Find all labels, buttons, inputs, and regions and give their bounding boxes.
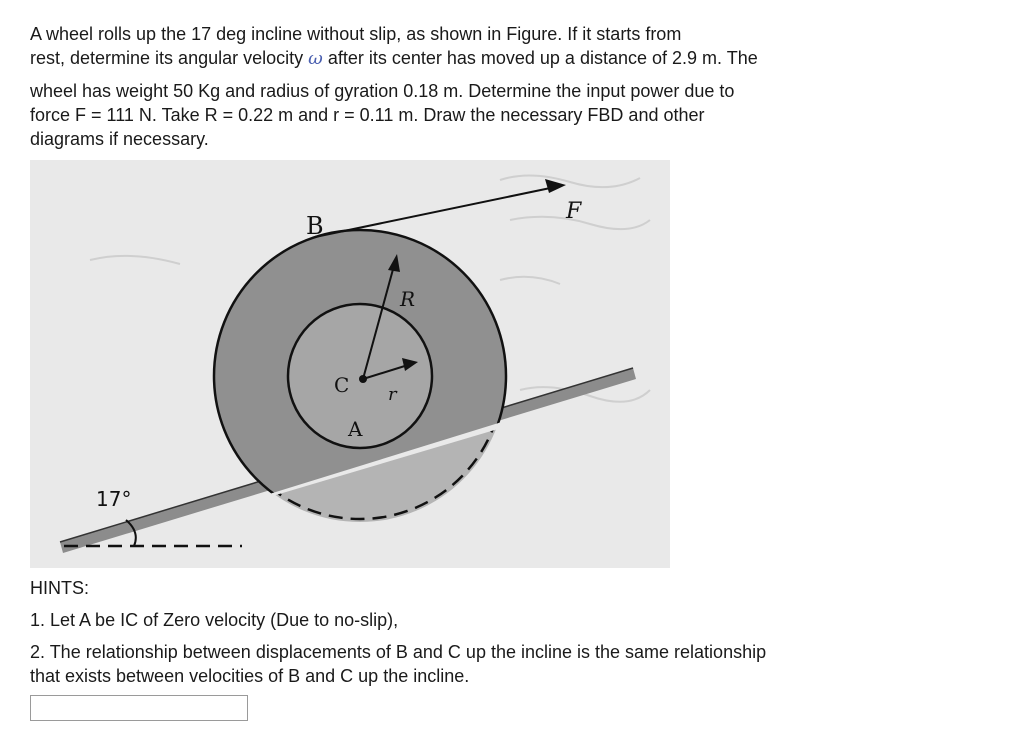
question-line-2-end: after its center has moved up a distance of 2.9 m. The (322, 48, 758, 68)
hints-title: HINTS: (30, 578, 90, 598)
question-text (30, 22, 910, 151)
label-C: C (334, 373, 350, 397)
angle-label: 17° (96, 487, 132, 511)
answer-input[interactable] (30, 695, 248, 721)
force-arrowhead (545, 179, 566, 193)
question-line-5: diagrams if necessary. (30, 129, 209, 149)
hint-2-line-2: that exists between velocities of B and C up the incline. (30, 666, 470, 686)
wheel-incline-figure (30, 160, 670, 568)
label-B: B (306, 212, 324, 240)
wheel-diagram (30, 160, 670, 568)
omega-symbol: ω (308, 48, 323, 69)
hints-section (30, 576, 930, 688)
hint-2-line-1: 2. The relationship between displacements of B and C up the incline is the same relationship (30, 642, 767, 662)
question-line-2 (30, 46, 910, 71)
label-A: A (348, 417, 363, 441)
question-line-1: A wheel rolls up the 17 deg incline without slip, as shown in Figure. If it starts from (30, 24, 682, 44)
question-line-3: wheel has weight 50 Kg and radius of gyration 0.18 m. Determine the input power due to (30, 81, 735, 101)
question-line-4: force F = 111 N. Take R = 0.22 m and r = 0.11 m. Draw the necessary FBD and other (30, 105, 705, 125)
label-r: r (388, 384, 397, 405)
label-F: F (566, 199, 582, 224)
force-line (315, 186, 560, 237)
question-line-2-start: rest, determine its angular velocity (30, 48, 309, 68)
hint-1: 1. Let A be IC of Zero velocity (Due to no-slip), (30, 610, 399, 630)
label-R: R (400, 287, 416, 311)
center-point (359, 375, 367, 383)
